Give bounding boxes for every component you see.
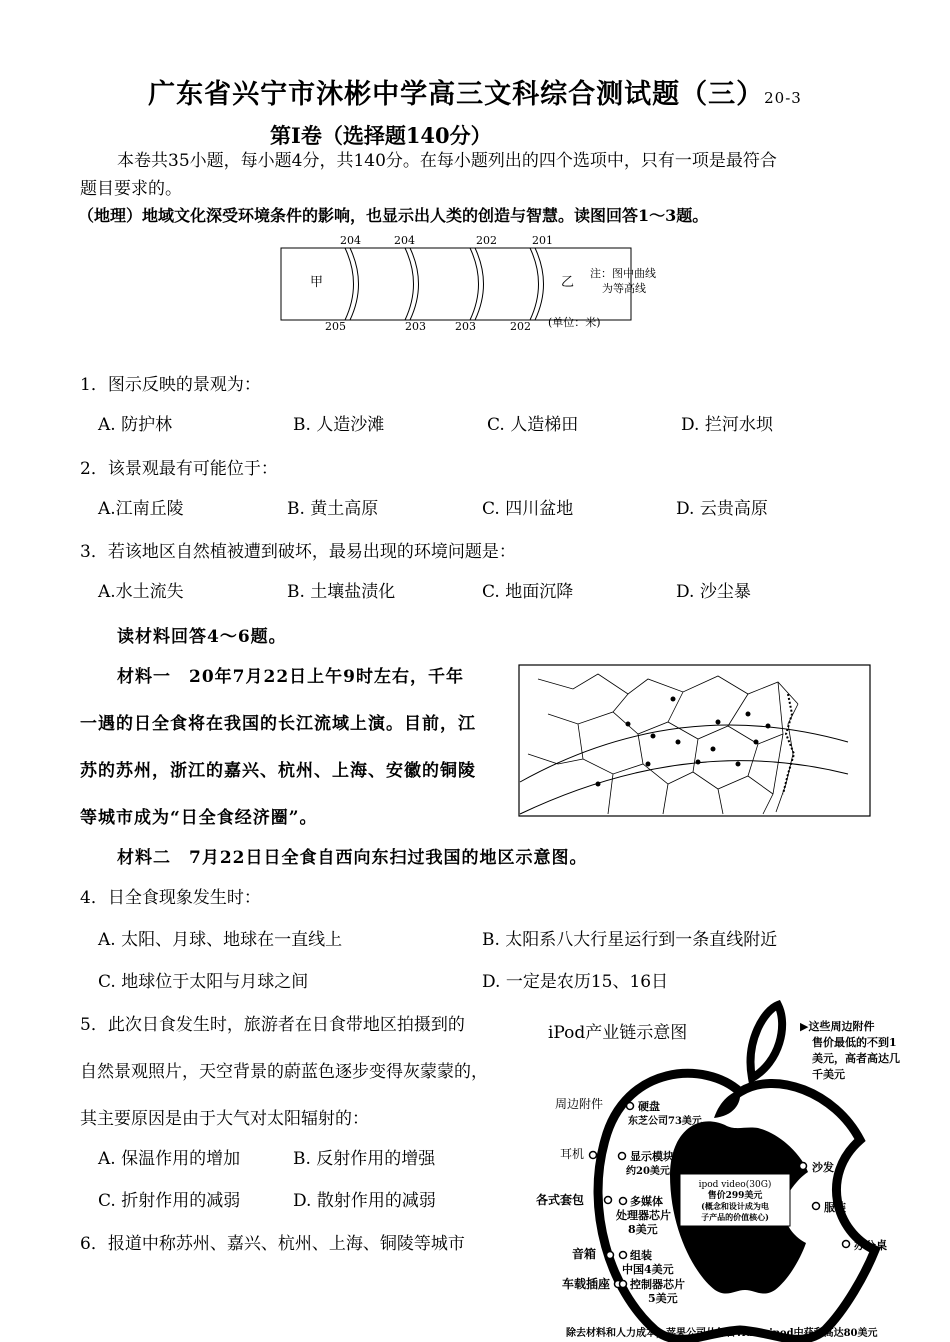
question-5-line3: 其主要原因是由于大气对太阳辐射的： xyxy=(80,1109,369,1129)
inner-item: 控制器芯片 xyxy=(630,1278,685,1291)
inner-item: 多媒体 xyxy=(630,1195,663,1208)
ipod-footer-note: 除去材料和人力成本，苹果公司从每台video ipod中获利高达80美元 xyxy=(566,1328,878,1339)
question-5-line1: 5．此次日食发生时，旅游者在日食带地区拍摄到的 xyxy=(80,1015,465,1035)
contour-note: 为等高线 xyxy=(602,282,646,295)
q2-option-b: B. 黄土高原 xyxy=(287,499,379,519)
city-dot xyxy=(736,762,741,767)
inner-item: 显示模块 xyxy=(630,1150,674,1163)
q3-option-c: C. 地面沉降 xyxy=(482,582,574,602)
material1-line2: 一遇的日全食将在我国的长江流域上演。目前，江 xyxy=(80,714,476,734)
q2-option-a: A.江南丘陵 xyxy=(98,499,184,519)
contour-line xyxy=(470,248,479,320)
contour-top-label: 204 xyxy=(394,234,415,247)
accessory-note-line1: ▶这些周边附件 xyxy=(800,1020,875,1033)
city-dot xyxy=(711,747,716,752)
contour-line xyxy=(530,248,539,320)
question-5-line2: 自然景观照片，天空背景的蔚蓝色逐步变得灰蒙蒙的， xyxy=(80,1062,488,1082)
center-line3: (概念和设计成为电 xyxy=(701,1201,769,1211)
left-item: 耳机 xyxy=(560,1147,585,1161)
material2: 材料二 7月22日日全食自西向东扫过我国的地区示意图。 xyxy=(117,848,588,868)
contour-line xyxy=(475,248,484,320)
left-item: 周边附件 xyxy=(555,1097,604,1111)
question-4: 4．日全食现象发生时： xyxy=(80,888,261,908)
page-title: 广东省兴宁市沐彬中学高三文科综合测试题（三）20-3 xyxy=(148,79,802,110)
city-dot xyxy=(696,760,701,765)
unit-label: (单位：米) xyxy=(548,316,601,329)
q4-option-d: D. 一定是农历15、16日 xyxy=(482,972,669,992)
contour-line xyxy=(350,248,359,320)
question-2: 2．该景观最有可能位于： xyxy=(80,459,278,479)
contour-line xyxy=(535,248,544,320)
inner-item: 8美元 xyxy=(628,1223,658,1236)
node-dot xyxy=(590,1152,597,1159)
geo-intro: （地理）地域文化深受环境条件的影响，也显示出人类的创造与智慧。读图回答1～3题。 xyxy=(78,206,709,225)
contour-top-label: 204 xyxy=(340,234,361,247)
q5-option-a: A. 保温作用的增加 xyxy=(98,1149,241,1169)
right-item: 办公桌 xyxy=(854,1239,887,1252)
inner-item: 处理器芯片 xyxy=(616,1209,671,1222)
contour-bottom-label: 205 xyxy=(325,320,346,333)
node-dot xyxy=(800,1163,807,1170)
ipod-figure-title: iPod产业链示意图 xyxy=(548,1023,688,1043)
accessory-note-line2: 售价最低的不到1 xyxy=(812,1036,897,1049)
map-frame xyxy=(519,665,870,816)
contour-line xyxy=(405,248,414,320)
node-dot xyxy=(627,1103,634,1110)
ipod-chain-figure xyxy=(530,1000,930,1342)
contour-note: 注：图中曲线 xyxy=(590,267,656,280)
q5-option-d: D. 散射作用的减弱 xyxy=(293,1191,436,1211)
node-dot xyxy=(843,1241,850,1248)
question-1: 1．图示反映的景观为： xyxy=(80,375,261,395)
node-dot xyxy=(620,1198,627,1205)
apple-inner-leaf xyxy=(714,1090,740,1118)
city-dot xyxy=(716,720,721,725)
section-title: 第Ⅰ卷（选择题140分） xyxy=(270,123,492,148)
right-item: 沙发 xyxy=(812,1161,834,1174)
city-dot xyxy=(671,697,676,702)
city-dot xyxy=(626,722,631,727)
contour-figure xyxy=(270,230,670,340)
read-material-intro: 读材料回答4～6题。 xyxy=(117,627,287,647)
contour-bottom-label: 203 xyxy=(455,320,476,333)
q3-option-a: A.水土流失 xyxy=(98,582,184,602)
node-dot xyxy=(620,1281,627,1288)
instructions-line1: 本卷共35小题，每小题4分，共140分。在每小题列出的四个选项中，只有一项是最符合 xyxy=(117,151,777,171)
contour-bottom-label: 202 xyxy=(510,320,531,333)
city-dot xyxy=(746,712,751,717)
contour-top-label: 202 xyxy=(476,234,497,247)
node-dot xyxy=(620,1252,627,1259)
q1-option-c: C. 人造梯田 xyxy=(487,415,579,435)
q1-option-d: D. 拦河水坝 xyxy=(681,415,773,435)
inner-item: 东芝公司73美元 xyxy=(628,1116,702,1127)
q3-option-d: D. 沙尘暴 xyxy=(676,582,751,602)
city-dot xyxy=(651,734,656,739)
accessory-note-line4: 千美元 xyxy=(812,1068,845,1081)
material1-line3: 苏的苏州，浙江的嘉兴、杭州、上海、安徽的铜陵 xyxy=(80,761,476,781)
material1-line4: 等城市成为“日全食经济圈”。 xyxy=(80,808,318,828)
question-3: 3．若该地区自然植被遭到破坏，最易出现的环境问题是： xyxy=(80,542,516,562)
center-line2: 售价299美元 xyxy=(707,1191,763,1201)
figure-frame xyxy=(281,248,631,320)
eclipse-map xyxy=(518,664,872,818)
left-item: 音箱 xyxy=(572,1247,597,1261)
city-dot xyxy=(646,762,651,767)
q3-option-b: B. 土壤盐渍化 xyxy=(287,582,396,602)
contour-line xyxy=(410,248,419,320)
center-line1: ipod video(30G) xyxy=(698,1180,772,1190)
left-item: 车载插座 xyxy=(562,1277,611,1291)
location-jia: 甲 xyxy=(310,275,324,290)
city-dot xyxy=(676,740,681,745)
inner-item: 5美元 xyxy=(648,1292,678,1305)
contour-bottom-label: 203 xyxy=(405,320,426,333)
q4-option-c: C. 地球位于太阳与月球之间 xyxy=(98,972,309,992)
title-suffix: 20-3 xyxy=(764,89,802,107)
right-item: 服装 xyxy=(824,1201,846,1214)
city-dot xyxy=(596,782,601,787)
q4-option-a: A. 太阳、月球、地球在一直线上 xyxy=(98,930,343,950)
contour-line xyxy=(345,248,354,320)
instructions-line2: 题目要求的。 xyxy=(80,179,182,199)
q5-option-c: C. 折射作用的减弱 xyxy=(98,1191,241,1211)
q4-option-b: B. 太阳系八大行星运行到一条直线附近 xyxy=(482,930,778,950)
accessory-note-line3: 美元，高者高达几 xyxy=(812,1052,900,1065)
inner-item: 组装 xyxy=(630,1249,652,1262)
city-dot xyxy=(754,740,759,745)
node-dot xyxy=(607,1252,614,1259)
city-dot xyxy=(766,724,771,729)
left-item: 各式套包 xyxy=(536,1193,585,1207)
location-yi: 乙 xyxy=(561,275,575,290)
q1-option-a: A. 防护林 xyxy=(98,415,173,435)
question-6-line1: 6．报道中称苏州、嘉兴、杭州、上海、铜陵等城市 xyxy=(80,1234,465,1254)
material1-line1: 材料一 20年7月22日上午9时左右，千年 xyxy=(117,667,464,687)
inner-item: 中国4美元 xyxy=(622,1263,674,1276)
q1-option-b: B. 人造沙滩 xyxy=(293,415,385,435)
q5-option-b: B. 反射作用的增强 xyxy=(293,1149,436,1169)
node-dot xyxy=(813,1203,820,1210)
q2-option-c: C. 四川盆地 xyxy=(482,499,574,519)
node-dot xyxy=(619,1153,626,1160)
node-dot xyxy=(605,1197,612,1204)
inner-item: 约20美元 xyxy=(626,1166,670,1177)
inner-item: 硬盘 xyxy=(638,1100,660,1113)
q2-option-d: D. 云贵高原 xyxy=(676,499,768,519)
contour-top-label: 201 xyxy=(532,234,553,247)
center-line4: 子产品的价值核心) xyxy=(701,1212,769,1222)
apple-leaf xyxy=(751,1005,783,1078)
